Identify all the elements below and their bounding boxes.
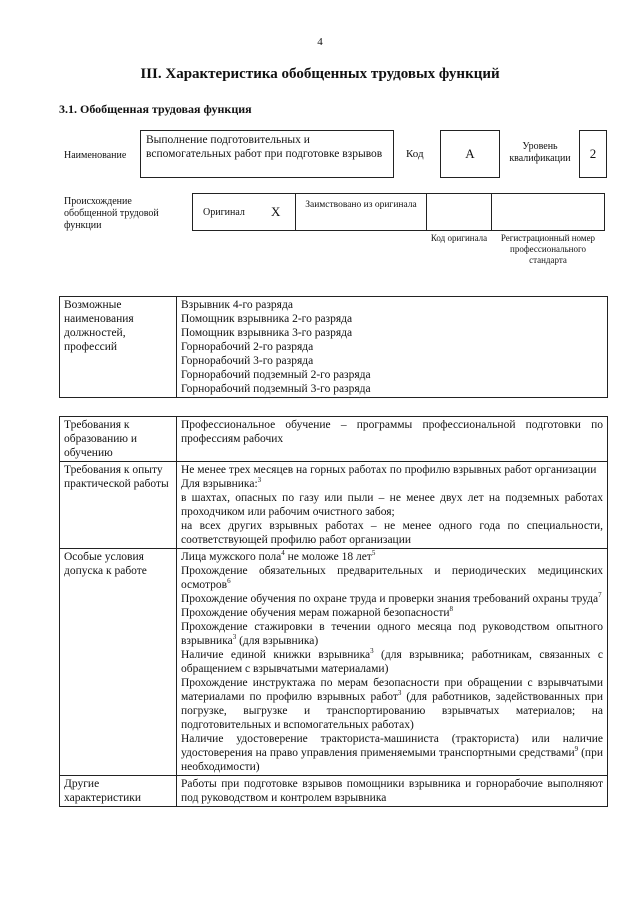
reg-number-caption: Регистрационный номер профессионального стандарта (500, 233, 596, 265)
page-number: 4 (317, 36, 323, 48)
position-item: Горнорабочий подземный 2-го разряда (181, 369, 371, 381)
positions-list (177, 297, 608, 398)
special-item: Прохождение инструктажа по мерам безопасности при обращении с взрывчатыми материалами по профилю взрывных работ$^3$ (для работников, задействованных при погрузке, выгрузке и транспортированию взрывчатых материалов; на подготовительных и вспомогательных работах) (181, 677, 604, 731)
origin-label: Происхождение обобщенной трудовой функции (64, 196, 159, 231)
level-value: 2 (579, 130, 607, 178)
special-item: Прохождение обязательных предварительных и периодических медицинских осмотров$^6$ (181, 565, 603, 591)
section-title: III. Характеристика обобщенных трудовых функций (140, 66, 500, 82)
special-item: Прохождение обучения мерам пожарной безопасности$^8$ (181, 605, 454, 619)
original-mark: X (271, 204, 281, 219)
borrowed-cell (295, 193, 427, 231)
position-item: Помощник взрывника 2-го разряда (181, 313, 353, 325)
special-item: Прохождение стажировки в течении одного месяца под руководством опытного взрывника$^3$ (для взрывника) (181, 621, 603, 647)
reg-number-cell (491, 193, 605, 231)
experience-paragraph: в шахтах, опасных по газу или пыли – не менее двух лет на подземных работах проходчиком или рабочим очистного забоя; (181, 492, 603, 518)
special-item: Наличие удостоверение тракториста-машиниста (тракториста) или наличие удостоверения на право управления применяемыми транспортными средствами$^9$ (при необходимости) (181, 733, 603, 773)
original-label: Оригинал (203, 207, 245, 218)
borrowed-label: Заимствовано из оригинала (305, 200, 417, 210)
position-item: Горнорабочий 3-го разряда (181, 355, 314, 367)
name-value: Выполнение подготовительных и вспомогательных работ при подготовке взрывов (140, 130, 394, 178)
other-label: Другие характеристики (60, 776, 177, 807)
other-value: Работы при подготовке взрывов помощники взрывника и горнорабочие выполняют под руководством и контролем взрывника (177, 776, 608, 807)
positions-label: Возможные наименования должностей, профессий (60, 297, 177, 398)
experience-value (177, 462, 608, 549)
code-original-caption: Код оригинала (430, 233, 488, 243)
education-value: Профессиональное обучение – программы профессиональной подготовки по профессиям рабочих (177, 417, 608, 462)
experience-label: Требования к опыту практической работы (60, 462, 177, 549)
position-item: Горнорабочий 2-го разряда (181, 341, 314, 353)
position-item: Горнорабочий подземный 3-го разряда (181, 383, 371, 395)
subsection-title: 3.1. Обобщенная трудовая функция (59, 102, 252, 116)
special-item: Прохождение обучения по охране труда и проверки знания требований охраны труда$^7$ (181, 591, 602, 605)
special-item: Наличие единой книжки взрывника$^3$ (для взрывника; работникам, связанных с обращением с взрывчатыми материалами) (181, 647, 603, 675)
original-cell (192, 193, 296, 231)
positions-table (59, 296, 608, 398)
experience-paragraph: на всех других взрывных работах – не менее одного года по специальности, соответствующей профилю работ организации (181, 520, 603, 546)
special-label: Особые условия допуска к работе (60, 549, 177, 776)
level-label: Уровень квалификации (509, 141, 571, 164)
position-item: Помощник взрывника 3-го разряда (181, 327, 353, 339)
requirements-table (59, 416, 608, 807)
code-label: Код (406, 148, 424, 160)
code-value: А (440, 130, 500, 178)
experience-paragraph: Для взрывника:$^3$ (181, 476, 262, 490)
special-item: Лица мужского пола$^4$ не моложе 18 лет$^5$ (181, 549, 376, 563)
education-label: Требования к образованию и обучению (60, 417, 177, 462)
experience-paragraph: Не менее трех месяцев на горных работах по профилю взрывных работ организации (181, 464, 597, 476)
position-item: Взрывник 4-го разряда (181, 299, 293, 311)
code-original-cell (426, 193, 492, 231)
name-label: Наименование (64, 150, 127, 161)
special-conditions (177, 549, 608, 776)
